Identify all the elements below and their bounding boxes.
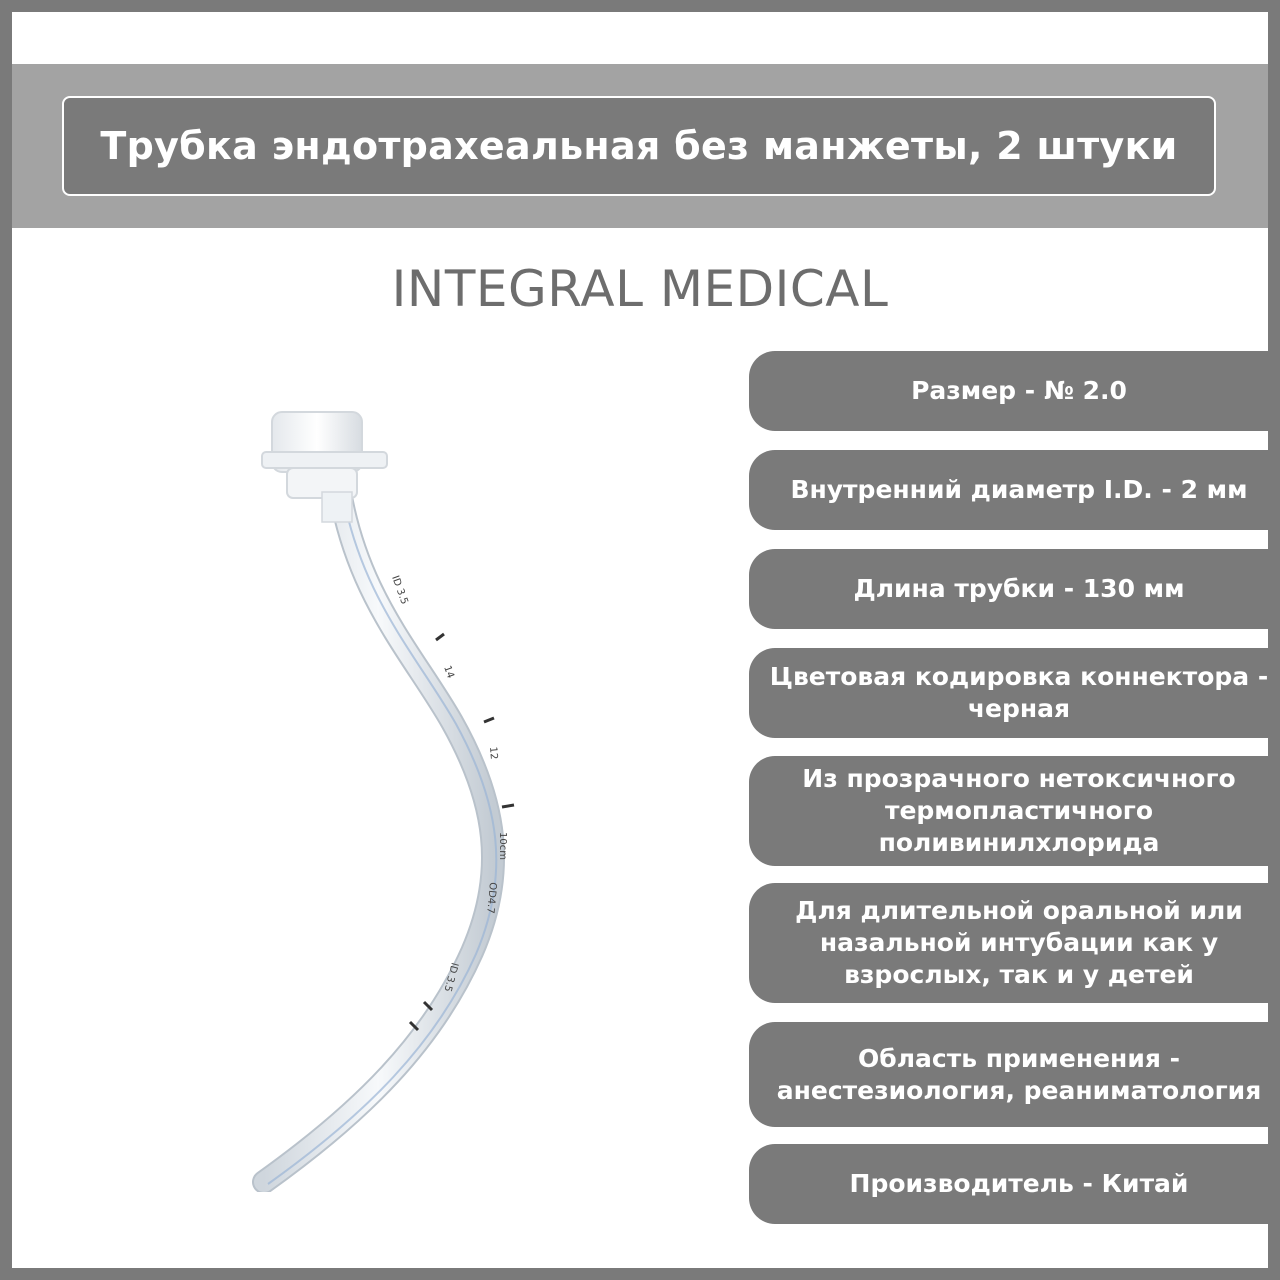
svg-text:OD4.7: OD4.7: [484, 881, 498, 915]
brand-name: INTEGRAL MEDICAL: [391, 260, 889, 318]
title-band: [12, 64, 1268, 228]
tube-connector: [262, 412, 387, 522]
feature-inner-diameter: Внутренний диаметр I.D. - 2 мм: [749, 450, 1268, 530]
svg-text:ID 3.5: ID 3.5: [441, 961, 460, 993]
feature-material: Из прозрачного нетоксичного термопластичного поливинилхлорида: [749, 756, 1268, 866]
svg-text:10cm: 10cm: [497, 832, 508, 860]
feature-connector-color: Цветовая кодировка коннектора - черная: [749, 648, 1268, 738]
svg-text:ID 3.5: ID 3.5: [389, 574, 410, 606]
svg-text:12: 12: [487, 746, 500, 760]
feature-intubation: Для длительной оральной или назальной интубации как у взрослых, так и у детей: [749, 883, 1268, 1003]
svg-text:14: 14: [441, 664, 456, 680]
feature-manufacturer: Производитель - Китай: [749, 1144, 1268, 1224]
endotracheal-tube-image: [232, 392, 552, 1192]
product-card: [12, 12, 1268, 1268]
page-title: Трубка эндотрахеальная без манжеты, 2 штуки: [62, 96, 1216, 196]
feature-size: Размер - № 2.0: [749, 351, 1268, 431]
feature-application: Область применения - анестезиология, реаниматология: [749, 1022, 1268, 1127]
feature-tube-length: Длина трубки - 130 мм: [749, 549, 1268, 629]
